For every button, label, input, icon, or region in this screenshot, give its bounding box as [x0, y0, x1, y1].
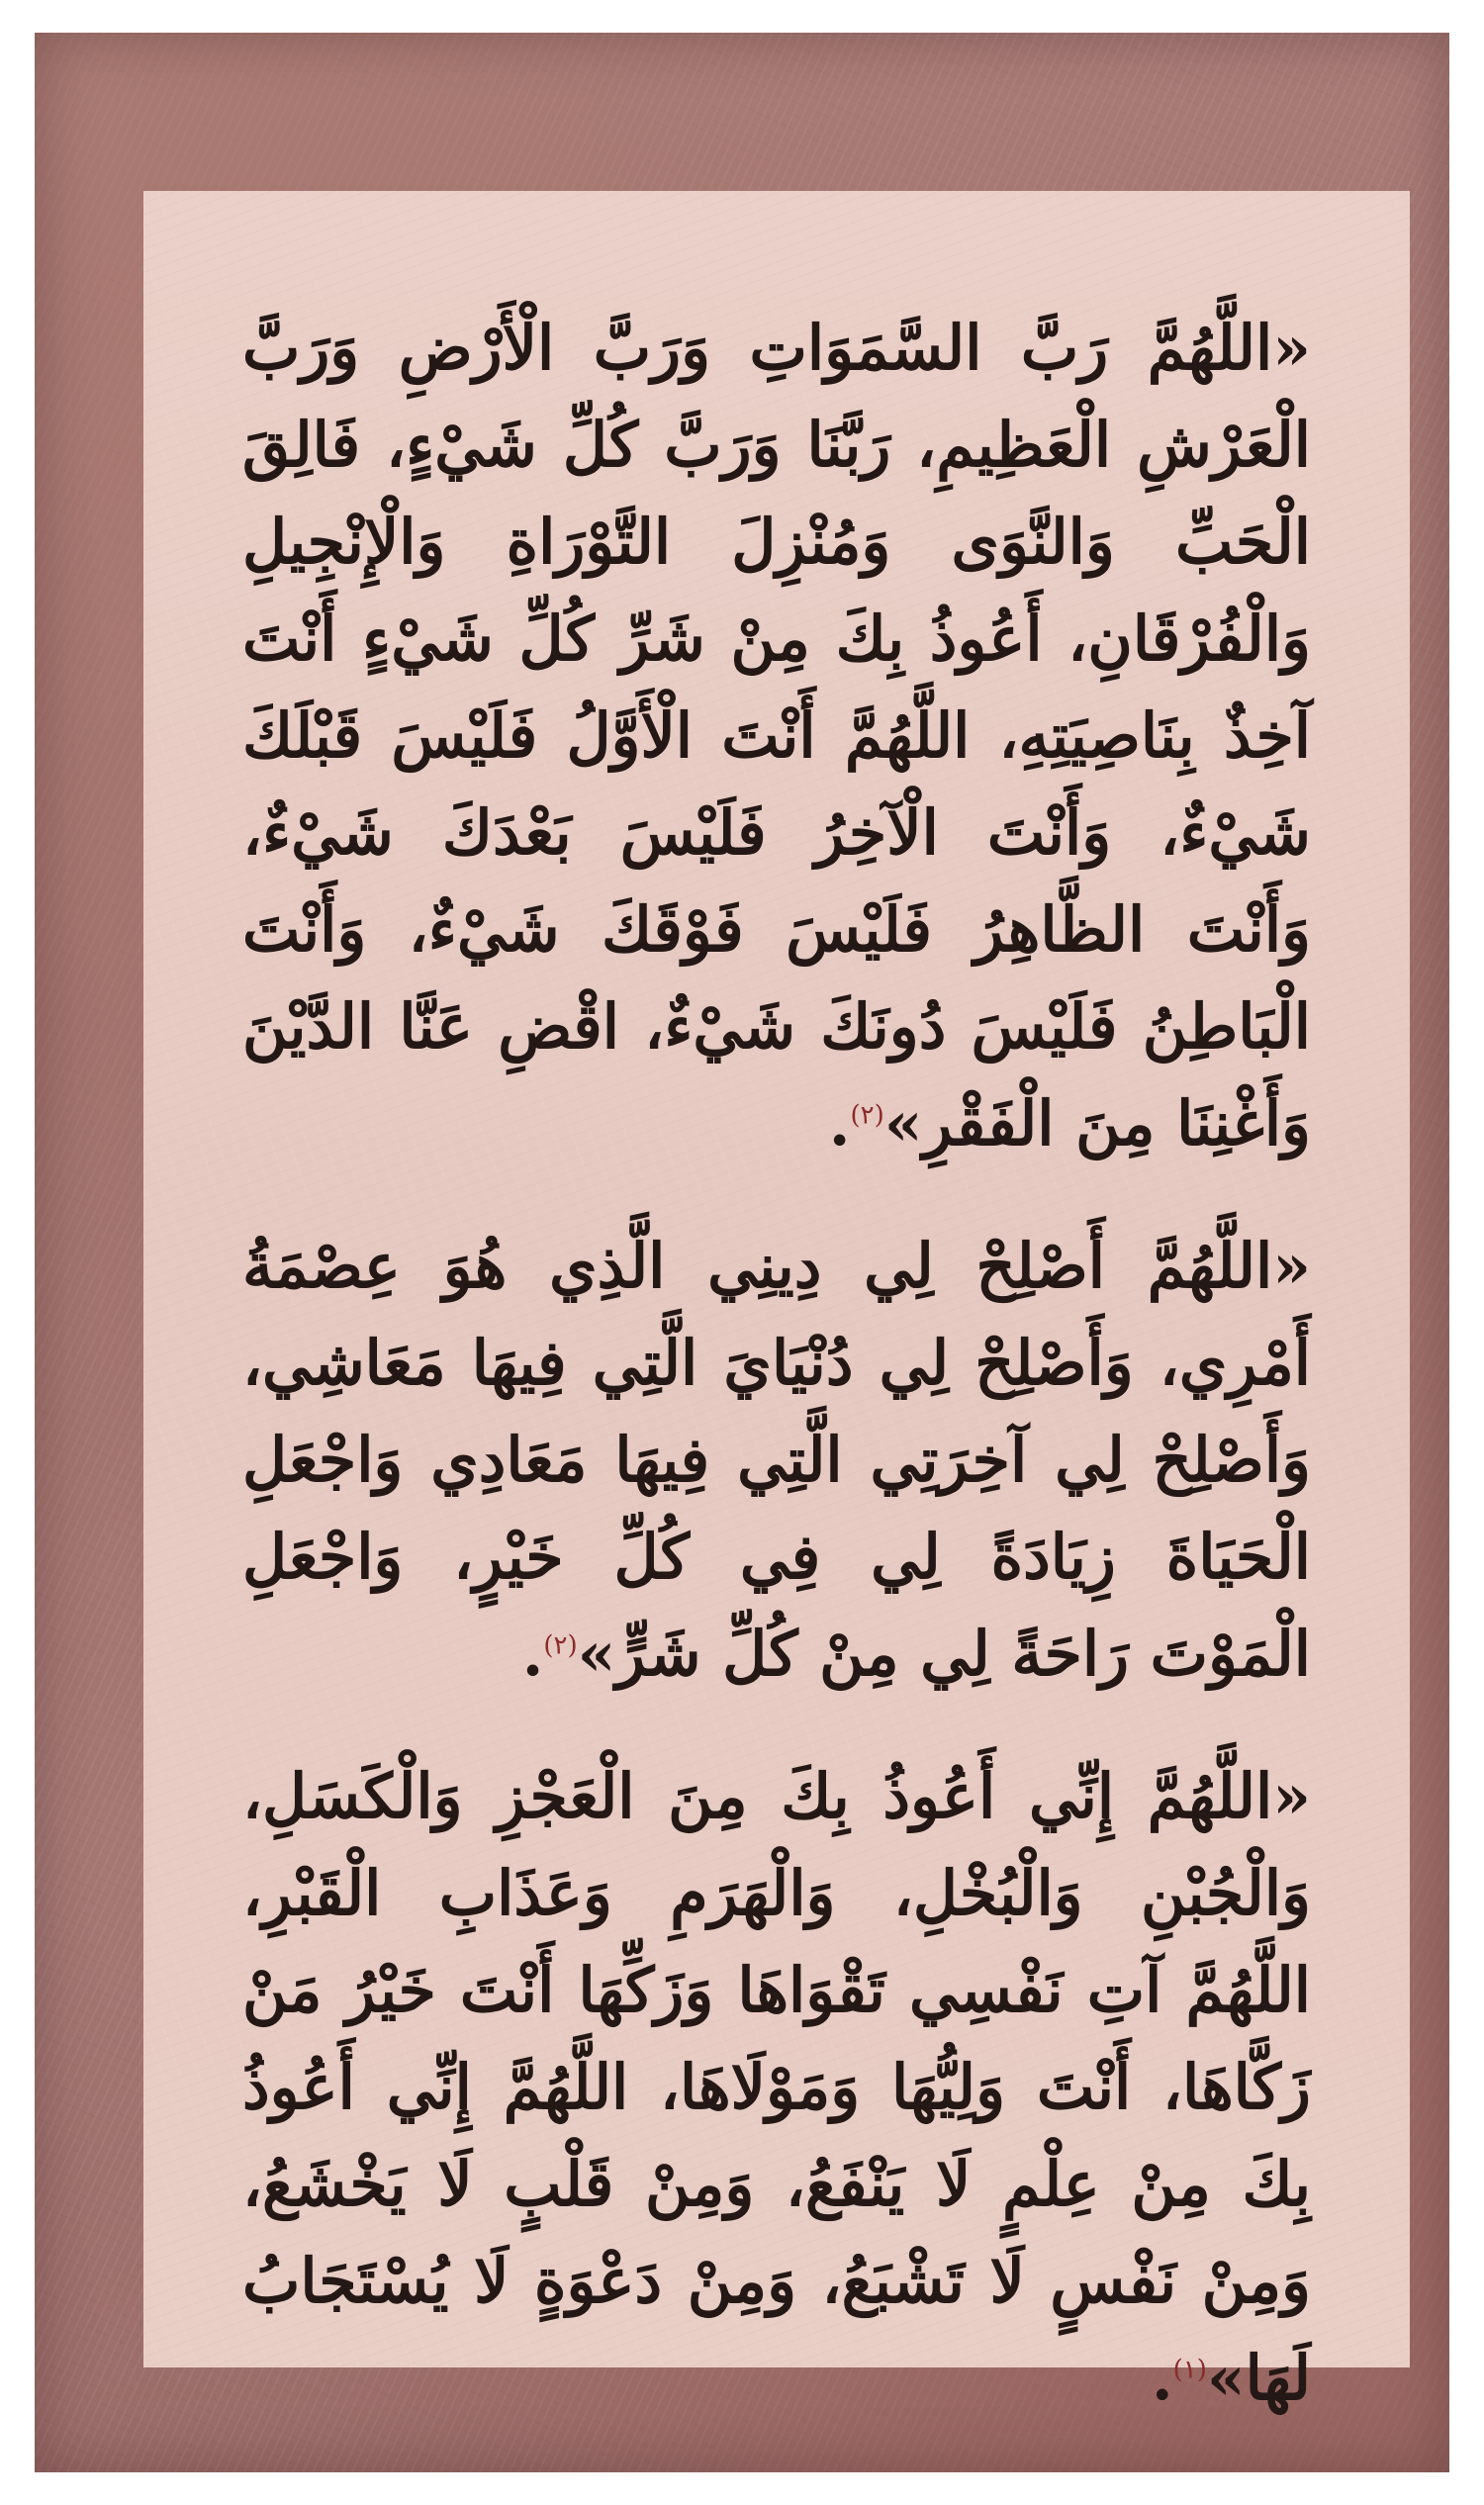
- end-punctuation: .: [521, 1618, 544, 1690]
- dua-text: «اللَّهُمَّ أَصْلِحْ لِي دِينِي الَّذِي هُوَ عِصْمَةُ أَمْرِي، وَأَصْلِحْ لِي دُنْيَايَ الَّتِي فِيهَا مَعَاشِي، وَأَصْلِحْ لِي آخِرَتِي الَّتِي فِيهَا مَعَادِي وَاجْعَلِ الْحَيَاةَ زِيَادَةً لِي فِي كُلِّ خَيْرٍ، وَاجْعَلِ الْمَوْتَ رَاحَةً لِي مِنْ كُلِّ شَرٍّ»: [242, 1230, 1311, 1690]
- dua-text: «اللَّهُمَّ إِنِّي أَعُوذُ بِكَ مِنَ الْعَجْزِ وَالْكَسَلِ، وَالْجُبْنِ وَالْبُخْلِ، وَالْهَرَمِ وَعَذَابِ الْقَبْرِ، اللَّهُمَّ آتِ نَفْسِي تَقْوَاهَا وَزَكِّهَا أَنْتَ خَيْرُ مَنْ زَكَّاهَا، أَنْتَ وَلِيُّهَا وَمَوْلَاهَا، اللَّهُمَّ إِنِّي أَعُوذُ بِكَ مِنْ عِلْمٍ لَا يَنْفَعُ، وَمِنْ قَلْبٍ لَا يَخْشَعُ، وَمِنْ نَفْسٍ لَا تَشْبَعُ، وَمِنْ دَعْوَةٍ لَا يُسْتَجَابُ لَهَا»: [242, 1760, 1311, 2414]
- dua-text: «اللَّهُمَّ رَبَّ السَّمَوَاتِ وَرَبَّ الْأَرْضِ وَرَبَّ الْعَرْشِ الْعَظِيمِ، رَبَّنَا وَرَبَّ كُلِّ شَيْءٍ، فَالِقَ الْحَبِّ وَالنَّوَى وَمُنْزِلَ التَّوْرَاةِ وَالْإِنْجِيلِ وَالْفُرْقَانِ، أَعُوذُ بِكَ مِنْ شَرِّ كُلِّ شَيْءٍ أَنْتَ آخِذٌ بِنَاصِيَتِهِ، اللَّهُمَّ أَنْتَ الْأَوَّلُ فَلَيْسَ قَبْلَكَ شَيْءٌ، وَأَنْتَ الْآخِرُ فَلَيْسَ بَعْدَكَ شَيْءٌ، وَأَنْتَ الظَّاهِرُ فَلَيْسَ فَوْقَكَ شَيْءٌ، وَأَنْتَ الْبَاطِنُ فَلَيْسَ دُونَكَ شَيْءٌ، اقْضِ عَنَّا الدَّيْنَ وَأَغْنِنَا مِنَ الْفَقْرِ»: [242, 312, 1311, 1160]
- footnote-marker: (٢): [543, 1630, 578, 1661]
- end-punctuation: .: [1152, 2342, 1173, 2414]
- textured-frame: [35, 33, 1449, 2472]
- text-panel: [143, 191, 1410, 2414]
- dua-passage-1: [242, 300, 1311, 1172]
- footnote-marker: (١): [1172, 2355, 1207, 2385]
- end-punctuation: .: [828, 1087, 851, 1160]
- dua-passage-3: [242, 1748, 1311, 2427]
- footnote-marker: (٢): [850, 1100, 884, 1131]
- dua-passage-2: [242, 1218, 1311, 1703]
